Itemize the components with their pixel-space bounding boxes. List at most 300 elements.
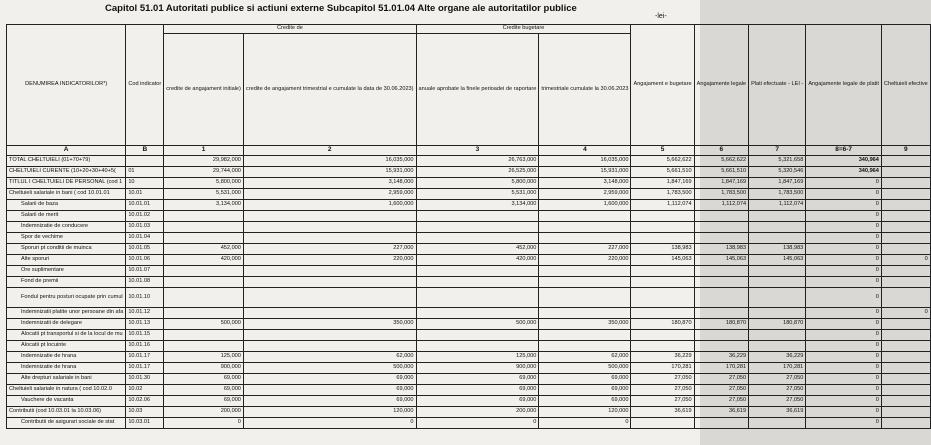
cell-value xyxy=(416,277,539,288)
cell-value: 180,870 xyxy=(694,319,748,330)
cell-value: 138,983 xyxy=(749,244,806,255)
cell-value: 0 xyxy=(806,308,882,319)
cell-value: 0 xyxy=(806,319,882,330)
cell-value xyxy=(749,211,806,222)
cell-value xyxy=(243,277,416,288)
cell-value xyxy=(881,156,930,167)
cell-value: 27,050 xyxy=(694,385,748,396)
table-body xyxy=(7,156,931,429)
cell-value xyxy=(539,308,631,319)
cell-value: 170,281 xyxy=(749,363,806,374)
cell-value: 62,000 xyxy=(539,352,631,363)
row-name: Salarii de merit xyxy=(7,211,126,222)
row-name: Fond de premii xyxy=(7,277,126,288)
row-name: Indemnizatie de hrana xyxy=(7,363,126,374)
cell-value: 1,600,000 xyxy=(539,200,631,211)
cell-value: 5,800,000 xyxy=(416,178,539,189)
row-name: CHELTUIELI CURENTE (10+20+30+40+5( xyxy=(7,167,126,178)
column-letter: 2 xyxy=(243,146,416,156)
cell-value: 36,619 xyxy=(749,407,806,418)
cell-value: 36,619 xyxy=(631,407,694,418)
cell-value: 69,000 xyxy=(416,396,539,407)
row-name: Vauchere de vacanta xyxy=(7,396,126,407)
row-code: 10.01 xyxy=(126,189,164,200)
table-row xyxy=(7,288,931,308)
cell-value: 1,600,000 xyxy=(243,200,416,211)
header-c3: anuale aprobate la finele perioadei de raportare xyxy=(416,34,539,146)
column-letter: 5 xyxy=(631,146,694,156)
cell-value: 1,847,169 xyxy=(694,178,748,189)
table-row xyxy=(7,244,931,255)
cell-value: 0 xyxy=(881,255,930,266)
row-code: 01 xyxy=(126,167,164,178)
cell-value: 900,000 xyxy=(416,363,539,374)
cell-value xyxy=(881,266,930,277)
cell-value: 26,763,000 xyxy=(416,156,539,167)
cell-value xyxy=(631,266,694,277)
cell-value xyxy=(881,189,930,200)
table-row xyxy=(7,396,931,407)
row-name: Cheltuieli salariale in bani ( cod 10.01.01 xyxy=(7,189,126,200)
cell-value: 5,662,622 xyxy=(631,156,694,167)
cell-value xyxy=(164,308,244,319)
cell-value: 138,983 xyxy=(694,244,748,255)
cell-value xyxy=(243,308,416,319)
cell-value: 340,964 xyxy=(806,156,882,167)
cell-value: 0 xyxy=(806,200,882,211)
cell-value: 69,000 xyxy=(416,385,539,396)
cell-value xyxy=(881,330,930,341)
cell-value: 27,050 xyxy=(749,385,806,396)
table-row xyxy=(7,352,931,363)
cell-value: 69,000 xyxy=(243,374,416,385)
table-row xyxy=(7,374,931,385)
cell-value: 1,783,500 xyxy=(631,189,694,200)
cell-value: 27,050 xyxy=(694,374,748,385)
row-name: Cheltuieli salariale in natura ( cod 10.02.0 xyxy=(7,385,126,396)
cell-value: 120,000 xyxy=(539,407,631,418)
cell-value: 0 xyxy=(806,363,882,374)
cell-value: 5,662,622 xyxy=(694,156,748,167)
cell-value: 220,000 xyxy=(243,255,416,266)
cell-value xyxy=(164,341,244,352)
cell-value xyxy=(631,288,694,308)
table-row xyxy=(7,200,931,211)
cell-value xyxy=(631,277,694,288)
cell-value xyxy=(881,200,930,211)
cell-value: 145,063 xyxy=(631,255,694,266)
row-name: Alocatii pt transportul si de la locul de mu xyxy=(7,330,126,341)
cell-value: 27,050 xyxy=(749,374,806,385)
header-c9: Cheltuieli efective xyxy=(881,25,930,146)
cell-value xyxy=(881,319,930,330)
cell-value: 5,661,510 xyxy=(631,167,694,178)
column-letter: 6 xyxy=(694,146,748,156)
cell-value: 0 xyxy=(806,352,882,363)
row-code: 10.01.04 xyxy=(126,233,164,244)
row-code: 10.01.10 xyxy=(126,288,164,308)
cell-value: 1,112,074 xyxy=(694,200,748,211)
cell-value: 5,531,000 xyxy=(416,189,539,200)
cell-value xyxy=(539,330,631,341)
table-row xyxy=(7,167,931,178)
cell-value: 1,783,500 xyxy=(749,189,806,200)
cell-value: 200,000 xyxy=(416,407,539,418)
cell-value: 27,050 xyxy=(749,396,806,407)
row-code: 10.01.12 xyxy=(126,308,164,319)
cell-value: 5,800,000 xyxy=(164,178,244,189)
cell-value xyxy=(881,178,930,189)
cell-value xyxy=(539,341,631,352)
row-name: Alte drepturi salariale in bani xyxy=(7,374,126,385)
cell-value xyxy=(881,407,930,418)
row-code: 10.02 xyxy=(126,385,164,396)
header-c5: Angajament e bugetare xyxy=(631,25,694,146)
cell-value xyxy=(881,352,930,363)
column-letter: 4 xyxy=(539,146,631,156)
cell-value xyxy=(881,222,930,233)
cell-value: 69,000 xyxy=(243,385,416,396)
header-c1: credite de angajament initiale) xyxy=(164,34,244,146)
cell-value xyxy=(881,418,930,429)
cell-value xyxy=(416,222,539,233)
cell-value: 0 xyxy=(539,418,631,429)
column-letter: 1 xyxy=(164,146,244,156)
cell-value xyxy=(243,222,416,233)
table-row xyxy=(7,233,931,244)
cell-value xyxy=(416,266,539,277)
cell-value xyxy=(749,330,806,341)
cell-value: 452,000 xyxy=(416,244,539,255)
cell-value: 180,870 xyxy=(631,319,694,330)
cell-value xyxy=(749,266,806,277)
cell-value: 340,964 xyxy=(806,167,882,178)
cell-value: 0 xyxy=(243,418,416,429)
cell-value xyxy=(881,211,930,222)
header-c8: Angajamente legale de platit xyxy=(806,25,882,146)
cell-value: 5,320,546 xyxy=(749,167,806,178)
cell-value: 5,661,510 xyxy=(694,167,748,178)
budget-table xyxy=(6,24,931,429)
cell-value: 220,000 xyxy=(539,255,631,266)
table-row xyxy=(7,407,931,418)
table-row xyxy=(7,341,931,352)
cell-value: 350,000 xyxy=(539,319,631,330)
cell-value xyxy=(881,374,930,385)
cell-value: 500,000 xyxy=(164,319,244,330)
row-name: TOTAL CHELTUIELI (01+70+79) xyxy=(7,156,126,167)
cell-value: 3,134,000 xyxy=(164,200,244,211)
column-letter: 3 xyxy=(416,146,539,156)
cell-value xyxy=(243,330,416,341)
cell-value xyxy=(539,277,631,288)
cell-value: 36,619 xyxy=(694,407,748,418)
cell-value: 3,148,000 xyxy=(243,178,416,189)
cell-value: 125,000 xyxy=(164,352,244,363)
cell-value xyxy=(416,288,539,308)
cell-value: 145,063 xyxy=(749,255,806,266)
cell-value xyxy=(164,277,244,288)
cell-value: 27,050 xyxy=(631,385,694,396)
cell-value: 0 xyxy=(806,330,882,341)
cell-value: 69,000 xyxy=(164,385,244,396)
cell-value xyxy=(749,288,806,308)
cell-value: 0 xyxy=(416,418,539,429)
cell-value xyxy=(539,233,631,244)
table-row xyxy=(7,255,931,266)
row-code: 10.01.17 xyxy=(126,352,164,363)
cell-value: 69,000 xyxy=(539,385,631,396)
cell-value xyxy=(631,341,694,352)
header-group-credite: Credite de xyxy=(164,25,416,34)
row-code: 10.03.01 xyxy=(126,418,164,429)
cell-value: 5,531,000 xyxy=(164,189,244,200)
cell-value: 0 xyxy=(881,308,930,319)
cell-value: 36,229 xyxy=(694,352,748,363)
cell-value xyxy=(881,288,930,308)
row-code: 10.01.02 xyxy=(126,211,164,222)
cell-value xyxy=(749,308,806,319)
cell-value xyxy=(881,396,930,407)
cell-value xyxy=(164,330,244,341)
cell-value xyxy=(881,167,930,178)
cell-value xyxy=(881,341,930,352)
cell-value: 26,525,000 xyxy=(416,167,539,178)
cell-value: 29,982,000 xyxy=(164,156,244,167)
column-letter: B xyxy=(126,146,164,156)
cell-value: 180,870 xyxy=(749,319,806,330)
table-row xyxy=(7,385,931,396)
cell-value: 15,931,000 xyxy=(539,167,631,178)
cell-value: 27,050 xyxy=(631,374,694,385)
cell-value: 0 xyxy=(806,407,882,418)
cell-value: 0 xyxy=(806,178,882,189)
cell-value: 1,112,074 xyxy=(631,200,694,211)
cell-value: 3,148,000 xyxy=(539,178,631,189)
header-code: Cod indicator xyxy=(126,25,164,146)
cell-value xyxy=(694,211,748,222)
header-c2: credite de angajament trimestrial e cumulate la data de 30.06.2023) xyxy=(243,34,416,146)
row-code: 10.01.08 xyxy=(126,277,164,288)
cell-value: 69,000 xyxy=(243,396,416,407)
cell-value: 227,000 xyxy=(539,244,631,255)
row-name: Indemnizatie de hrana xyxy=(7,352,126,363)
cell-value xyxy=(539,222,631,233)
page-title: Capitol 51.01 Autoritati publice si actiuni externe Subcapitol 51.01.04 Alte organe ale autoritatilor publice xyxy=(105,3,577,14)
cell-value: 27,050 xyxy=(694,396,748,407)
cell-value: 500,000 xyxy=(243,363,416,374)
cell-value: 0 xyxy=(806,244,882,255)
table-row xyxy=(7,363,931,374)
cell-value: 420,000 xyxy=(416,255,539,266)
cell-value: 0 xyxy=(806,277,882,288)
cell-value: 1,112,074 xyxy=(749,200,806,211)
row-code: 10.01.07 xyxy=(126,266,164,277)
cell-value: 69,000 xyxy=(416,374,539,385)
cell-value xyxy=(416,211,539,222)
table-row xyxy=(7,308,931,319)
row-code: 10.01.03 xyxy=(126,222,164,233)
row-code: 10.01.30 xyxy=(126,374,164,385)
cell-value xyxy=(164,222,244,233)
cell-value: 1,783,500 xyxy=(694,189,748,200)
cell-value xyxy=(749,222,806,233)
cell-value xyxy=(164,266,244,277)
row-code: 10.01.17 xyxy=(126,363,164,374)
row-name: Spor de vechime xyxy=(7,233,126,244)
column-letter: A xyxy=(7,146,126,156)
cell-value: 0 xyxy=(806,189,882,200)
cell-value: 0 xyxy=(806,288,882,308)
cell-value: 2,959,000 xyxy=(243,189,416,200)
cell-value: 0 xyxy=(806,385,882,396)
cell-value: 15,931,000 xyxy=(243,167,416,178)
row-name: Contributii (cod 10.03.01 la 10.03.06) xyxy=(7,407,126,418)
cell-value: 350,000 xyxy=(243,319,416,330)
cell-value xyxy=(631,222,694,233)
table-row xyxy=(7,319,931,330)
currency-note: -lei- xyxy=(655,13,667,20)
cell-value: 5,321,658 xyxy=(749,156,806,167)
cell-value: 145,063 xyxy=(694,255,748,266)
header-indicator: DENUMIREA INDICATORILOR*) xyxy=(7,25,126,146)
cell-value xyxy=(416,341,539,352)
cell-value: 120,000 xyxy=(243,407,416,418)
table-row xyxy=(7,330,931,341)
cell-value xyxy=(694,277,748,288)
column-letter: 9 xyxy=(881,146,930,156)
column-letters-row xyxy=(7,146,931,156)
cell-value xyxy=(694,266,748,277)
row-name: Indemnizatie de conducere xyxy=(7,222,126,233)
cell-value xyxy=(416,330,539,341)
cell-value: 500,000 xyxy=(416,319,539,330)
cell-value xyxy=(694,341,748,352)
cell-value: 16,035,000 xyxy=(243,156,416,167)
cell-value xyxy=(631,418,694,429)
row-name: Sporuri pt conditii de muinca xyxy=(7,244,126,255)
cell-value: 62,000 xyxy=(243,352,416,363)
row-code: 10.01.01 xyxy=(126,200,164,211)
cell-value xyxy=(164,288,244,308)
cell-value xyxy=(694,222,748,233)
cell-value: 0 xyxy=(806,374,882,385)
row-code: 10.01.05 xyxy=(126,244,164,255)
cell-value xyxy=(749,418,806,429)
cell-value: 3,134,000 xyxy=(416,200,539,211)
cell-value: 36,229 xyxy=(631,352,694,363)
cell-value: 1,847,169 xyxy=(631,178,694,189)
table-row xyxy=(7,418,931,429)
header-c4: trimestriale cumulate la 30.06.2023 xyxy=(539,34,631,146)
cell-value: 1,847,169 xyxy=(749,178,806,189)
cell-value xyxy=(164,211,244,222)
cell-value: 0 xyxy=(806,233,882,244)
cell-value: 69,000 xyxy=(164,396,244,407)
row-code: 10 xyxy=(126,178,164,189)
cell-value xyxy=(243,266,416,277)
cell-value: 125,000 xyxy=(416,352,539,363)
column-letter: 8=6-7 xyxy=(806,146,882,156)
row-name: Fondul pentru posturi ocupate prin cumul xyxy=(7,288,126,308)
cell-value xyxy=(631,330,694,341)
column-letter: 7 xyxy=(749,146,806,156)
cell-value xyxy=(243,233,416,244)
cell-value xyxy=(694,330,748,341)
row-code: 10.03 xyxy=(126,407,164,418)
cell-value xyxy=(881,363,930,374)
row-name: TITLUL I CHELTUIELI DE PERSONAL (cod 1 xyxy=(7,178,126,189)
cell-value: 0 xyxy=(806,255,882,266)
cell-value: 36,229 xyxy=(749,352,806,363)
cell-value: 2,959,000 xyxy=(539,189,631,200)
cell-value xyxy=(631,308,694,319)
row-name: Alte sporuri xyxy=(7,255,126,266)
cell-value: 170,281 xyxy=(694,363,748,374)
cell-value xyxy=(694,233,748,244)
cell-value xyxy=(881,233,930,244)
table-row xyxy=(7,222,931,233)
table-row xyxy=(7,178,931,189)
cell-value xyxy=(881,385,930,396)
cell-value xyxy=(164,233,244,244)
cell-value: 16,035,000 xyxy=(539,156,631,167)
cell-value: 0 xyxy=(806,266,882,277)
cell-value xyxy=(694,308,748,319)
cell-value: 200,000 xyxy=(164,407,244,418)
row-name: Alocatii pt locuinte xyxy=(7,341,126,352)
cell-value xyxy=(749,341,806,352)
row-name: Ore suplimentare xyxy=(7,266,126,277)
cell-value: 420,000 xyxy=(164,255,244,266)
table-row xyxy=(7,277,931,288)
cell-value xyxy=(416,233,539,244)
cell-value xyxy=(694,288,748,308)
row-code: 10.02.06 xyxy=(126,396,164,407)
cell-value xyxy=(631,233,694,244)
cell-value: 227,000 xyxy=(243,244,416,255)
cell-value: 69,000 xyxy=(539,374,631,385)
row-name: Indemnizatii de delegare xyxy=(7,319,126,330)
cell-value: 69,000 xyxy=(164,374,244,385)
cell-value xyxy=(881,244,930,255)
cell-value: 0 xyxy=(164,418,244,429)
table-row xyxy=(7,189,931,200)
table-row xyxy=(7,211,931,222)
cell-value: 170,281 xyxy=(631,363,694,374)
cell-value xyxy=(243,288,416,308)
cell-value xyxy=(539,266,631,277)
header-c6: Angajamente legale xyxy=(694,25,748,146)
cell-value: 0 xyxy=(806,418,882,429)
cell-value: 0 xyxy=(806,396,882,407)
row-name: Contributii de asigurari sociale de stat xyxy=(7,418,126,429)
cell-value xyxy=(631,211,694,222)
header-group-bugetare: Credite bugetare xyxy=(416,25,631,34)
cell-value xyxy=(881,277,930,288)
row-name: Indemnizatii platite unor persoane din afa xyxy=(7,308,126,319)
table-row xyxy=(7,156,931,167)
cell-value xyxy=(694,418,748,429)
cell-value: 27,050 xyxy=(631,396,694,407)
row-code: 10.01.06 xyxy=(126,255,164,266)
cell-value: 69,000 xyxy=(539,396,631,407)
cell-value: 138,983 xyxy=(631,244,694,255)
row-code: 10.01.16 xyxy=(126,341,164,352)
cell-value: 0 xyxy=(806,222,882,233)
cell-value: 0 xyxy=(806,211,882,222)
cell-value xyxy=(539,211,631,222)
